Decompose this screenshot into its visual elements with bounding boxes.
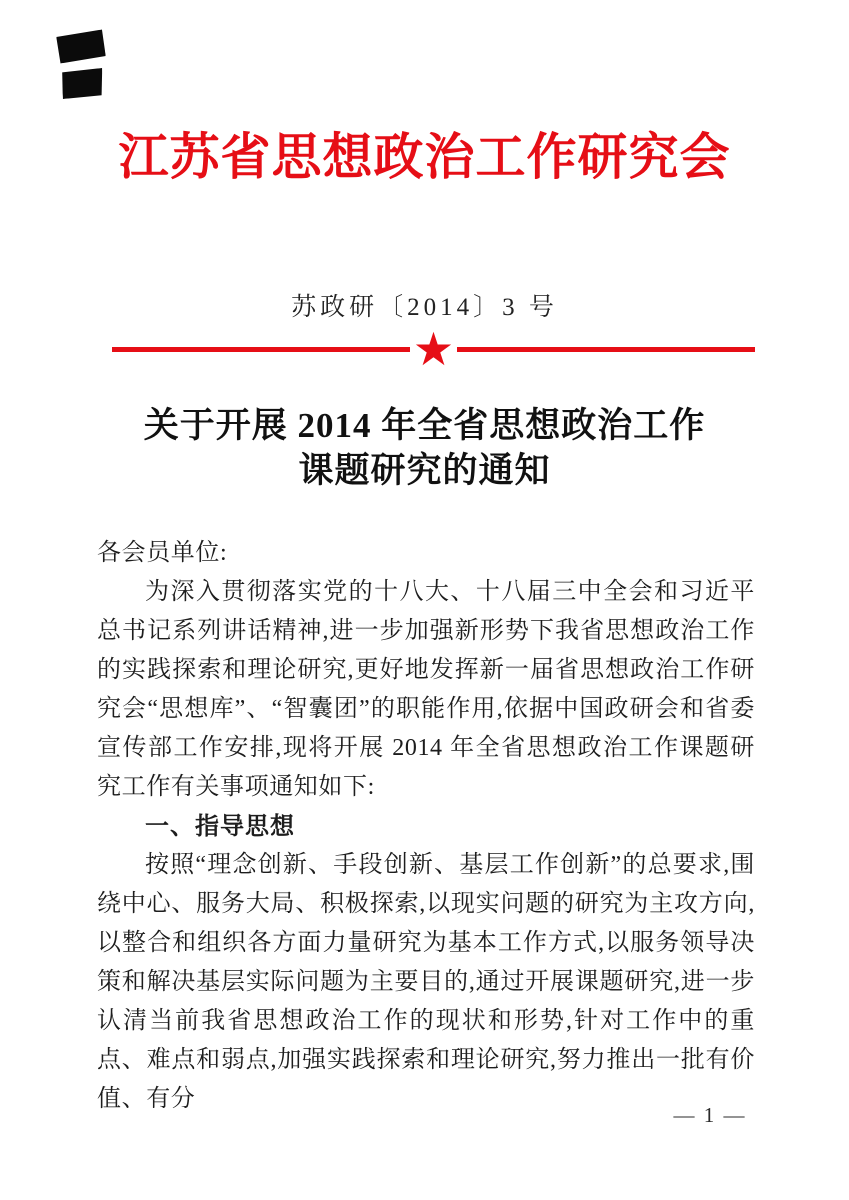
scan-mark-bottom <box>61 68 103 99</box>
document-title-line1: 关于开展 2014 年全省思想政治工作 <box>143 406 706 445</box>
scan-mark-top <box>56 29 106 63</box>
paragraph-section-1: 按照“理念创新、手段创新、基层工作创新”的总要求,围绕中心、服务大局、积极探索,以现实问题的研究为主攻方向,以整合和组织各方面力量研究为基本工作方式,以服务领导决策和解决基层实际问题为主要目的,通过开展课题研究,进一步认清当前我省思想政治工作的现状和形势,针对工作中的重点、难点和弱点,加强实践探索和理论研究,努力推出一批有价值、有分 <box>97 852 755 1112</box>
document-body <box>97 534 755 1119</box>
paragraph-intro: 为深入贯彻落实党的十八大、十八届三中全会和习近平总书记系列讲话精神,进一步加强新形势下我省思想政治工作的实践探索和理论研究,更好地发挥新一届省思想政治工作研究会“思想库”、“智囊团”的职能作用,依据中国政研会和省委宣传部工作安排,现将开展 2014 年全省思想政治工作课题研究工作有关事项通知如下: <box>97 579 755 800</box>
red-line-right <box>457 347 755 352</box>
document-title <box>0 403 849 493</box>
page-number: — 1 — <box>673 1103 747 1127</box>
document-title-line2: 课题研究的通知 <box>298 451 551 490</box>
document-number: 苏政研〔2014〕3 号 <box>291 294 558 321</box>
red-divider <box>112 322 755 376</box>
salutation: 各会员单位: <box>97 540 228 566</box>
red-line-left <box>112 347 410 352</box>
masthead-title: 江苏省思想政治工作研究会 <box>118 129 731 185</box>
star-icon: ★ <box>412 322 455 376</box>
section-heading-1: 一、指导思想 <box>145 813 295 840</box>
